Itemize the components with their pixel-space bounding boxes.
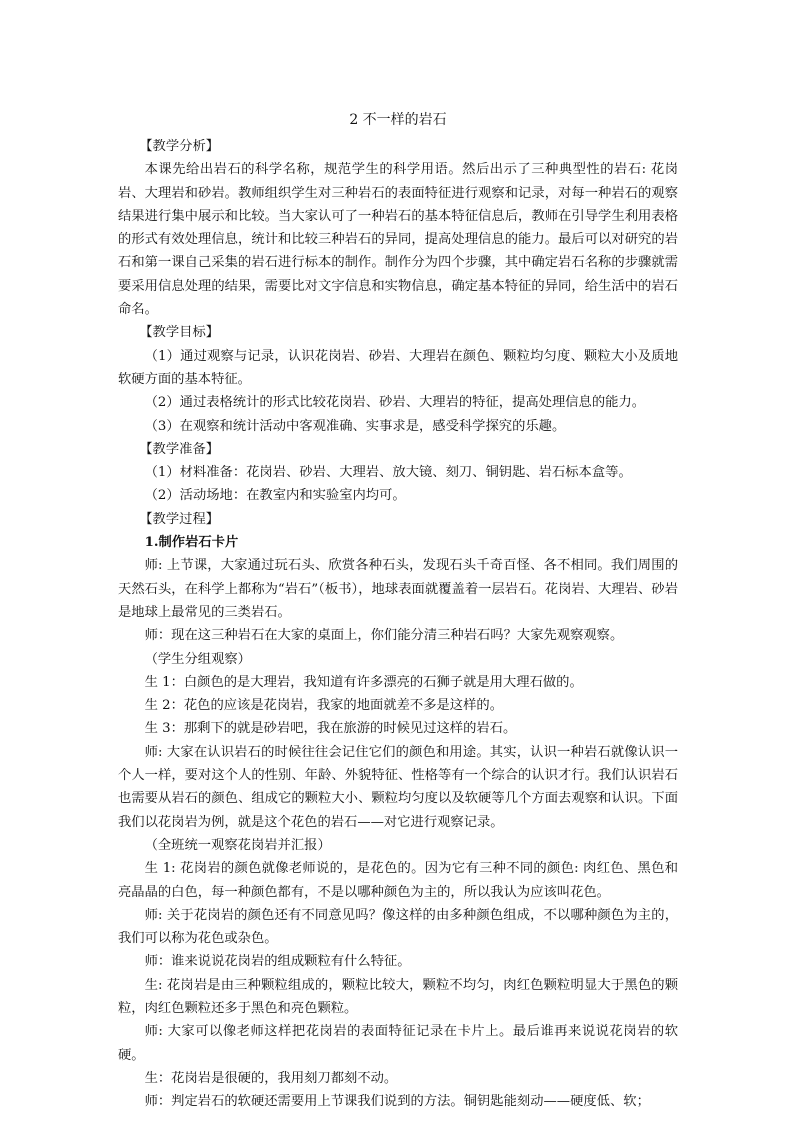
dialogue-paragraph: 师: 大家在认识岩石的时候往往会记住它们的颜色和用途。其实，认识一种岩石就像认识一个人一样，要对这个人的性别、年龄、外貌特征、性格等有一个综合的认识才行。我们认识岩石也需要从岩石的颜色、组成它的颗粒大小、颗粒均匀度以及软硬等几个方面去观察和认识。下面我们以花岗岩为例，就是这个花色的岩石——对它进行观察记录。 [118,744,678,830]
preparation-item: （2）活动场地：在教室内和实验室内均可。 [144,488,406,504]
section-heading-preparation: 【教学准备】 [139,441,220,457]
dialogue-paragraph: 生 1: 花岗岩的颜色就像老师说的，是花色的。因为它有三种不同的颜色: 肉红色、黑色和亮晶晶的白色，每一种颜色都有，不是以哪种颜色为主的，所以我认为应该叫花色。 [118,861,678,900]
document-page [118,108,678,1113]
dialogue-paragraph: 师：判定岩石的软硬还需要用上节课我们说到的方法。铜钥匙能刻动——硬度低、软； [144,1094,650,1110]
dialogue-paragraph: 师：谁来说说花岗岩的组成颗粒有什么特征。 [144,954,411,970]
dialogue-paragraph: （全班统一观察花岗岩并汇报） [144,837,331,853]
dialogue-paragraph: 师: 关于花岗岩的颜色还有不同意见吗？像这样的由多种颜色组成，不以哪种颜色为主的，我们可以称为花色或杂色。 [118,907,678,947]
dialogue-paragraph: 生：花岗岩是很硬的，我用刻刀都刻不动。 [144,1070,398,1086]
dialogue-paragraph: 生 3：那剩下的就是砂岩吧，我在旅游的时候见过这样的岩石。 [144,721,517,737]
section-heading-analysis: 【教学分析】 [139,139,220,154]
goal-item: （1）通过观察与记录，认识花岗岩、砂岩、大理岩在颜色、颗粒均匀度、颗粒大小及质地软硬方面的基本特征。 [118,348,678,387]
dialogue-paragraph: 师: 上节课，大家通过玩石头、欣赏各种石头，发现石头千奇百怪、各不相同。我们周围的天然石头，在科学上都称为“岩石”（板书），地球表面就覆盖着一层岩石。花岗岩、大理岩、砂岩是地球上最常见的三类岩石。 [118,558,678,620]
section-heading-process: 【教学过程】 [139,511,220,527]
analysis-paragraph: 本课先给出岩石的科学名称，规范学生的科学用语。然后出示了三种典型性的岩石: 花岗岩、大理岩和砂岩。教师组织学生对三种岩石的表面特征进行观察和记录，对每一种岩石的观察结果进行集中展示和比较。当大家认可了一种岩石的基本特征信息后，教师在引导学生利用表格的形式有效处理信息，统计和比较三种岩石的异同，提高处理信息的能力。最后可以对研究的岩石和第一课自己采集的岩石进行标本的制作。制作分为四个步骤，其中确定岩石名称的步骤就需要采用信息处理的结果，需要比对文字信息和实物信息，确定基本特征的异同，给生活中的岩石命名。 [118,162,678,318]
section-heading-goals: 【教学目标】 [139,325,220,341]
dialogue-paragraph: 师: 大家可以像老师这样把花岗岩的表面特征记录在卡片上。最后谁再来说说花岗岩的软硬。 [118,1024,678,1063]
goal-item: （3）在观察和统计活动中客观准确、实事求是，感受科学探究的乐趣。 [144,418,566,434]
dialogue-paragraph: 生 2：花色的应该是花岗岩，我家的地面就差不多是这样的。 [144,698,503,714]
step-heading: 1.制作岩石卡片 [144,535,239,551]
preparation-item: （1）材料准备：花岗岩、砂岩、大理岩、放大镜、刻刀、铜钥匙、岩石标本盒等。 [144,465,632,481]
page-title: 2 不一样的岩石 [349,112,447,128]
dialogue-paragraph: 生 1：白颜色的是大理岩，我知道有许多漂亮的石狮子就是用大理石做的。 [144,674,583,690]
dialogue-paragraph: （学生分组观察） [144,651,251,667]
goal-item: （2）通过表格统计的形式比较花岗岩、砂岩、大理岩的特征，提高处理信息的能力。 [144,395,646,411]
dialogue-paragraph: 师：现在这三种岩石在大家的桌面上，你们能分清三种岩石吗？大家先观察观察。 [144,628,624,644]
dialogue-paragraph: 生: 花岗岩是由三种颗粒组成的，颗粒比较大，颗粒不均匀，肉红色颗粒明显大于黑色的颗粒，肉红色颗粒还多于黑色和亮色颗粒。 [118,977,678,1016]
